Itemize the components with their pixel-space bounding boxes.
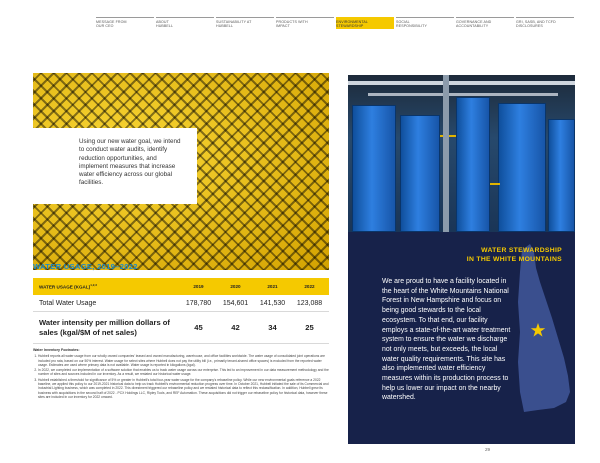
- nav-item-social-responsibility[interactable]: SOCIAL RESPONSIBILITY: [396, 17, 454, 29]
- nav-item-message-from-ceo[interactable]: MESSAGE FROM OUR CEO: [96, 17, 154, 29]
- row-value: 25: [305, 323, 314, 332]
- row-value: 45: [194, 323, 203, 332]
- stewardship-title: WATER STEWARDSHIP IN THE WHITE MOUNTAINS: [466, 247, 562, 263]
- row-label: Water intensity per million dollars of sales (kgal/$M of net sales): [39, 317, 170, 337]
- overhead-pipe: [348, 81, 575, 85]
- pull-quote-text: Using our new water goal, we intend to conduct water audits, identify reduction opportunities, and implement measures that increase water efficiency across our global facilities.: [79, 138, 181, 187]
- row-value: 123,088: [296, 299, 323, 307]
- tank: [548, 119, 575, 232]
- nav-item-about-hubbell[interactable]: ABOUT HUBBELL: [156, 17, 214, 29]
- nav-item-sustainability[interactable]: SUSTAINABILITY AT HUBBELL: [216, 17, 274, 29]
- tank: [498, 103, 546, 232]
- tank: [400, 115, 440, 232]
- table-header-year: 2021: [267, 284, 278, 289]
- row-value: 154,601: [222, 299, 249, 307]
- water-usage-title: WATER USAGE, 2019–2022: [33, 262, 138, 271]
- table-header-year: 2020: [230, 284, 241, 289]
- footnotes: [33, 348, 329, 400]
- new-hampshire-map: [508, 242, 572, 442]
- vertical-pipe: [443, 75, 449, 232]
- footnotes-title: Water Inventory Footnotes:: [33, 348, 80, 352]
- safety-rail: [490, 183, 500, 185]
- row-value: 178,780: [185, 299, 212, 307]
- table-header-year: 2019: [193, 284, 204, 289]
- nav-item-environmental-stewardship[interactable]: ENVIRONMENTAL STEWARDSHIP: [336, 17, 394, 29]
- table-row: [33, 295, 329, 312]
- table-header-row: [33, 278, 329, 295]
- water-usage-table: [33, 278, 329, 344]
- water-treatment-tanks-photo: [348, 75, 575, 232]
- nav-item-governance[interactable]: GOVERNANCE AND ACCOUNTABILITY: [456, 17, 514, 29]
- row-value: 141,530: [259, 299, 286, 307]
- stewardship-body: We are proud to have a facility located in the heart of the White Mountains National Forest in New Hampshire and focus on being good stewards to the local ecosystem. To that end, our facility employs a state-of-the-art water treatment system to ensure the water we discharge not only meets, but exceeds, the local water quality requirements. This site has also implemented water efficiency measures within its production process to help us lower our impact on the nearby watershed.: [382, 278, 511, 402]
- table-header-year: 2022: [304, 284, 315, 289]
- new-hampshire-shape: [518, 244, 570, 412]
- pull-quote: [33, 128, 197, 204]
- tank: [352, 105, 396, 232]
- tank: [456, 97, 490, 232]
- row-value: 42: [231, 323, 240, 332]
- footnote-item: 2. In 2022, we completed our implementation of a software solution that enables us to track water usage across our enterprise. This led to an improvement in our data measurement methodology and the number of sites and sources included in our inventory. As a result, we restated our historical water usage.: [38, 368, 329, 377]
- nav-item-disclosures[interactable]: GRI, SASB, AND TCFD DISCLOSURES: [516, 17, 574, 29]
- stewardship-panel: [348, 232, 575, 444]
- page-number: 29: [485, 447, 491, 452]
- table-header-label: WATER USAGE (KGAL)$^{1,2,3}$: [39, 283, 97, 290]
- overhead-pipe: [368, 93, 558, 96]
- row-label: Total Water Usage: [39, 299, 97, 307]
- row-value: 34: [268, 323, 277, 332]
- table-row: [33, 312, 329, 344]
- footnote-item: 3. Hubbell established a threshold for significance of 5% or greater in Hubbell's total four-year water usage for the company's rebaseline policy. While our new environmental goals reference a 2022 baseline, we applied this policy to our 2019-2021 historical data to help us track Hubbell's environmental reduction progress over time. In October 2021, Hubbell initiated the sale of its Commercial and Industrial Lighting business, which was completed in 2022. This divestment triggered our rebaseline policy and we restated historical data to reflect this reclassification. In addition, Hubbell grew its business with acquisitions in the second half of 2022 - PCX Holdings LLC, Ripley Tools, and REF Automation. These acquisitions did not trigger our rebaseline policy for historical data, however these sites are included in our inventory for 2022 onward.: [38, 378, 329, 399]
- nav-item-products-impact[interactable]: PRODUCTS WITH IMPACT: [276, 17, 334, 29]
- top-navigation: [96, 17, 580, 29]
- footnote-item: 1. Hubbell reports all water usage from our wholly owned companies' leased and owned manufacturing, warehouse, and office facilities worldwide. The water usage of consolidated joint operations are included pro rata, based on our 50% interest. Water usage for select sites where Hubbell does not pay the utility bill (i.e., primarily tenant-shared office spaces) is excluded from the reported water usage. Estimates are used where primary data is not available. Water usage is reported in kilogallons (kgal).: [38, 354, 329, 367]
